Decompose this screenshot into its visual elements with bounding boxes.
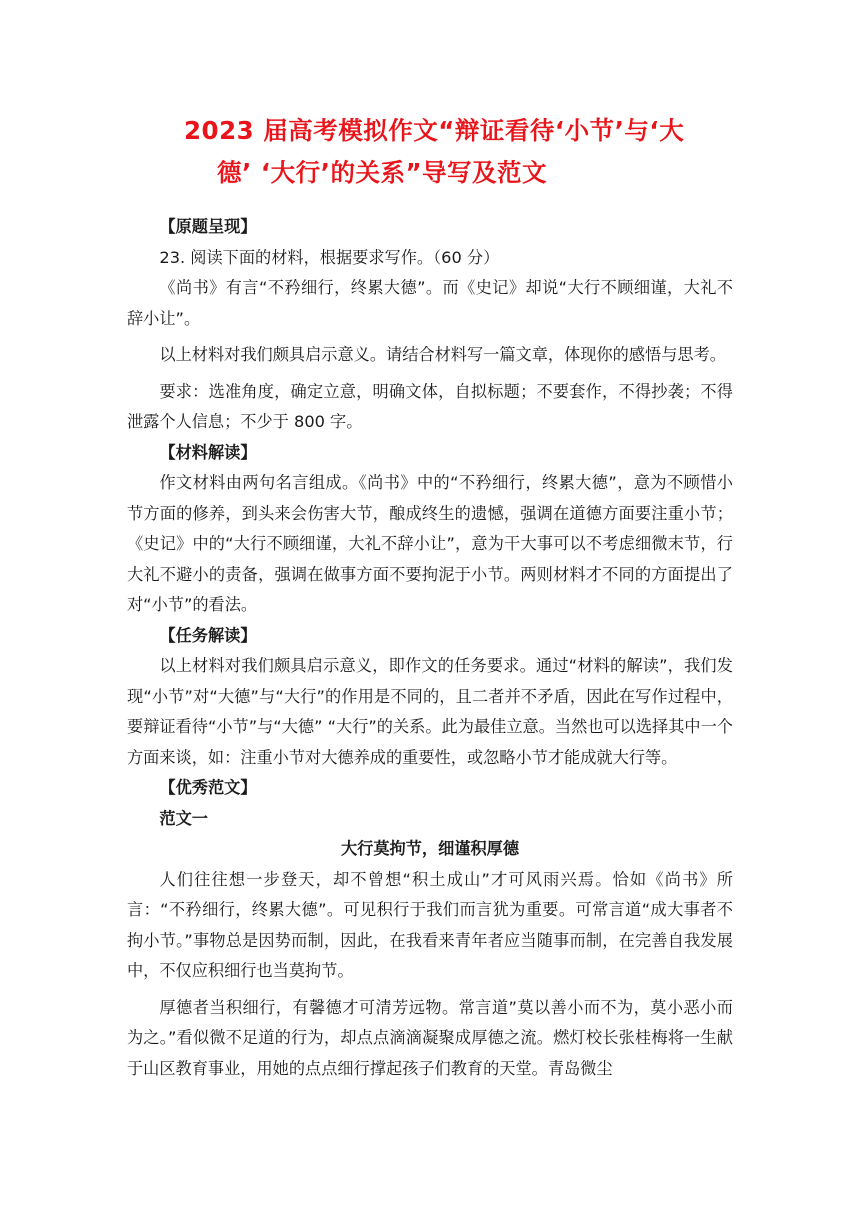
essay-title: 大行莫拘节，细谨积厚德 bbox=[340, 839, 520, 858]
task-analysis: 以上材料对我们颇具启示意义，即作文的任务要求。通过“材料的解读”，我们发现“小节”对“大德”与“大行”的作用是不同的，且二者并不矛盾，因此在写作过程中，要辩证看待“小节”与“大德” “大行”的关系。此为最佳立意。当然也可以选择其中一个方面来谈，如：注重小节对大德养成的重要性，或忽略小节才能成就大行等。 bbox=[127, 656, 733, 767]
material-prompt: 以上材料对我们颇具启示意义。请结合材料写一篇文章，体现你的感悟与思考。 bbox=[159, 345, 726, 364]
essay-paragraph-2: 厚德者当积细行，有馨德才可清芳远物。常言道”莫以善小而不为，莫小恶小而为之。”看似微不足道的行为，却点点滴滴凝聚成厚德之流。燃灯校长张桂梅将一生献于山区教育事业，用她的点点细行撑起孩子们教育的天堂。青岛微尘 bbox=[127, 997, 733, 1078]
document-title-line-1: 2023 届高考模拟作文“辩证看待‘小节’与‘大 bbox=[184, 116, 685, 145]
document-title bbox=[127, 110, 733, 194]
section-heading-material: 【材料解读】 bbox=[159, 442, 257, 462]
section-heading-original: 【原题呈现】 bbox=[159, 217, 257, 236]
section-heading-sample: 【优秀范文】 bbox=[159, 778, 257, 797]
document-page bbox=[127, 110, 733, 1084]
essay-paragraph-1: 人们往往想一步登天，却不曾想“积土成山”才可风雨兴焉。恰如《尚书》所言：“不矜细行，终累大德”。可见积行于我们而言犹为重要。可常言道“成大事者不拘小节。”事物总是因势而制，因此，在我看来青年者应当随事而制，在完善自我发展中，不仅应积细行也当莫拘节。 bbox=[127, 869, 733, 980]
section-heading-task: 【任务解读】 bbox=[159, 625, 257, 645]
sample-label: 范文一 bbox=[159, 808, 208, 828]
question-line: 23. 阅读下面的材料，根据要求写作。（60 分） bbox=[159, 247, 500, 267]
document-title-line-2: 德’ ‘大行’的关系”导写及范文 bbox=[217, 158, 548, 187]
document-body bbox=[127, 212, 733, 1084]
material-quote: 《尚书》有言“不矜细行，终累大德”。而《史记》却说“大行不顾细谨，大礼不辞小让”。 bbox=[127, 278, 733, 328]
material-analysis: 作文材料由两句名言组成。《尚书》中的“不矜细行，终累大德”，意为不顾惜小节方面的修养，到头来会伤害大节，酿成终生的遗憾，强调在道德方面要注重小节；《史记》中的“大行不顾细谨，大礼不辞小让”，意为干大事可以不考虑细微末节，行大礼不避小的责备，强调在做事方面不要拘泥于小节。两则材料才不同的方面提出了对“小节”的看法。 bbox=[127, 473, 733, 614]
requirements: 要求：选准角度，确定立意，明确文体，自拟标题；不要套作，不得抄袭；不得泄露个人信息；不少于 800 字。 bbox=[127, 381, 733, 431]
